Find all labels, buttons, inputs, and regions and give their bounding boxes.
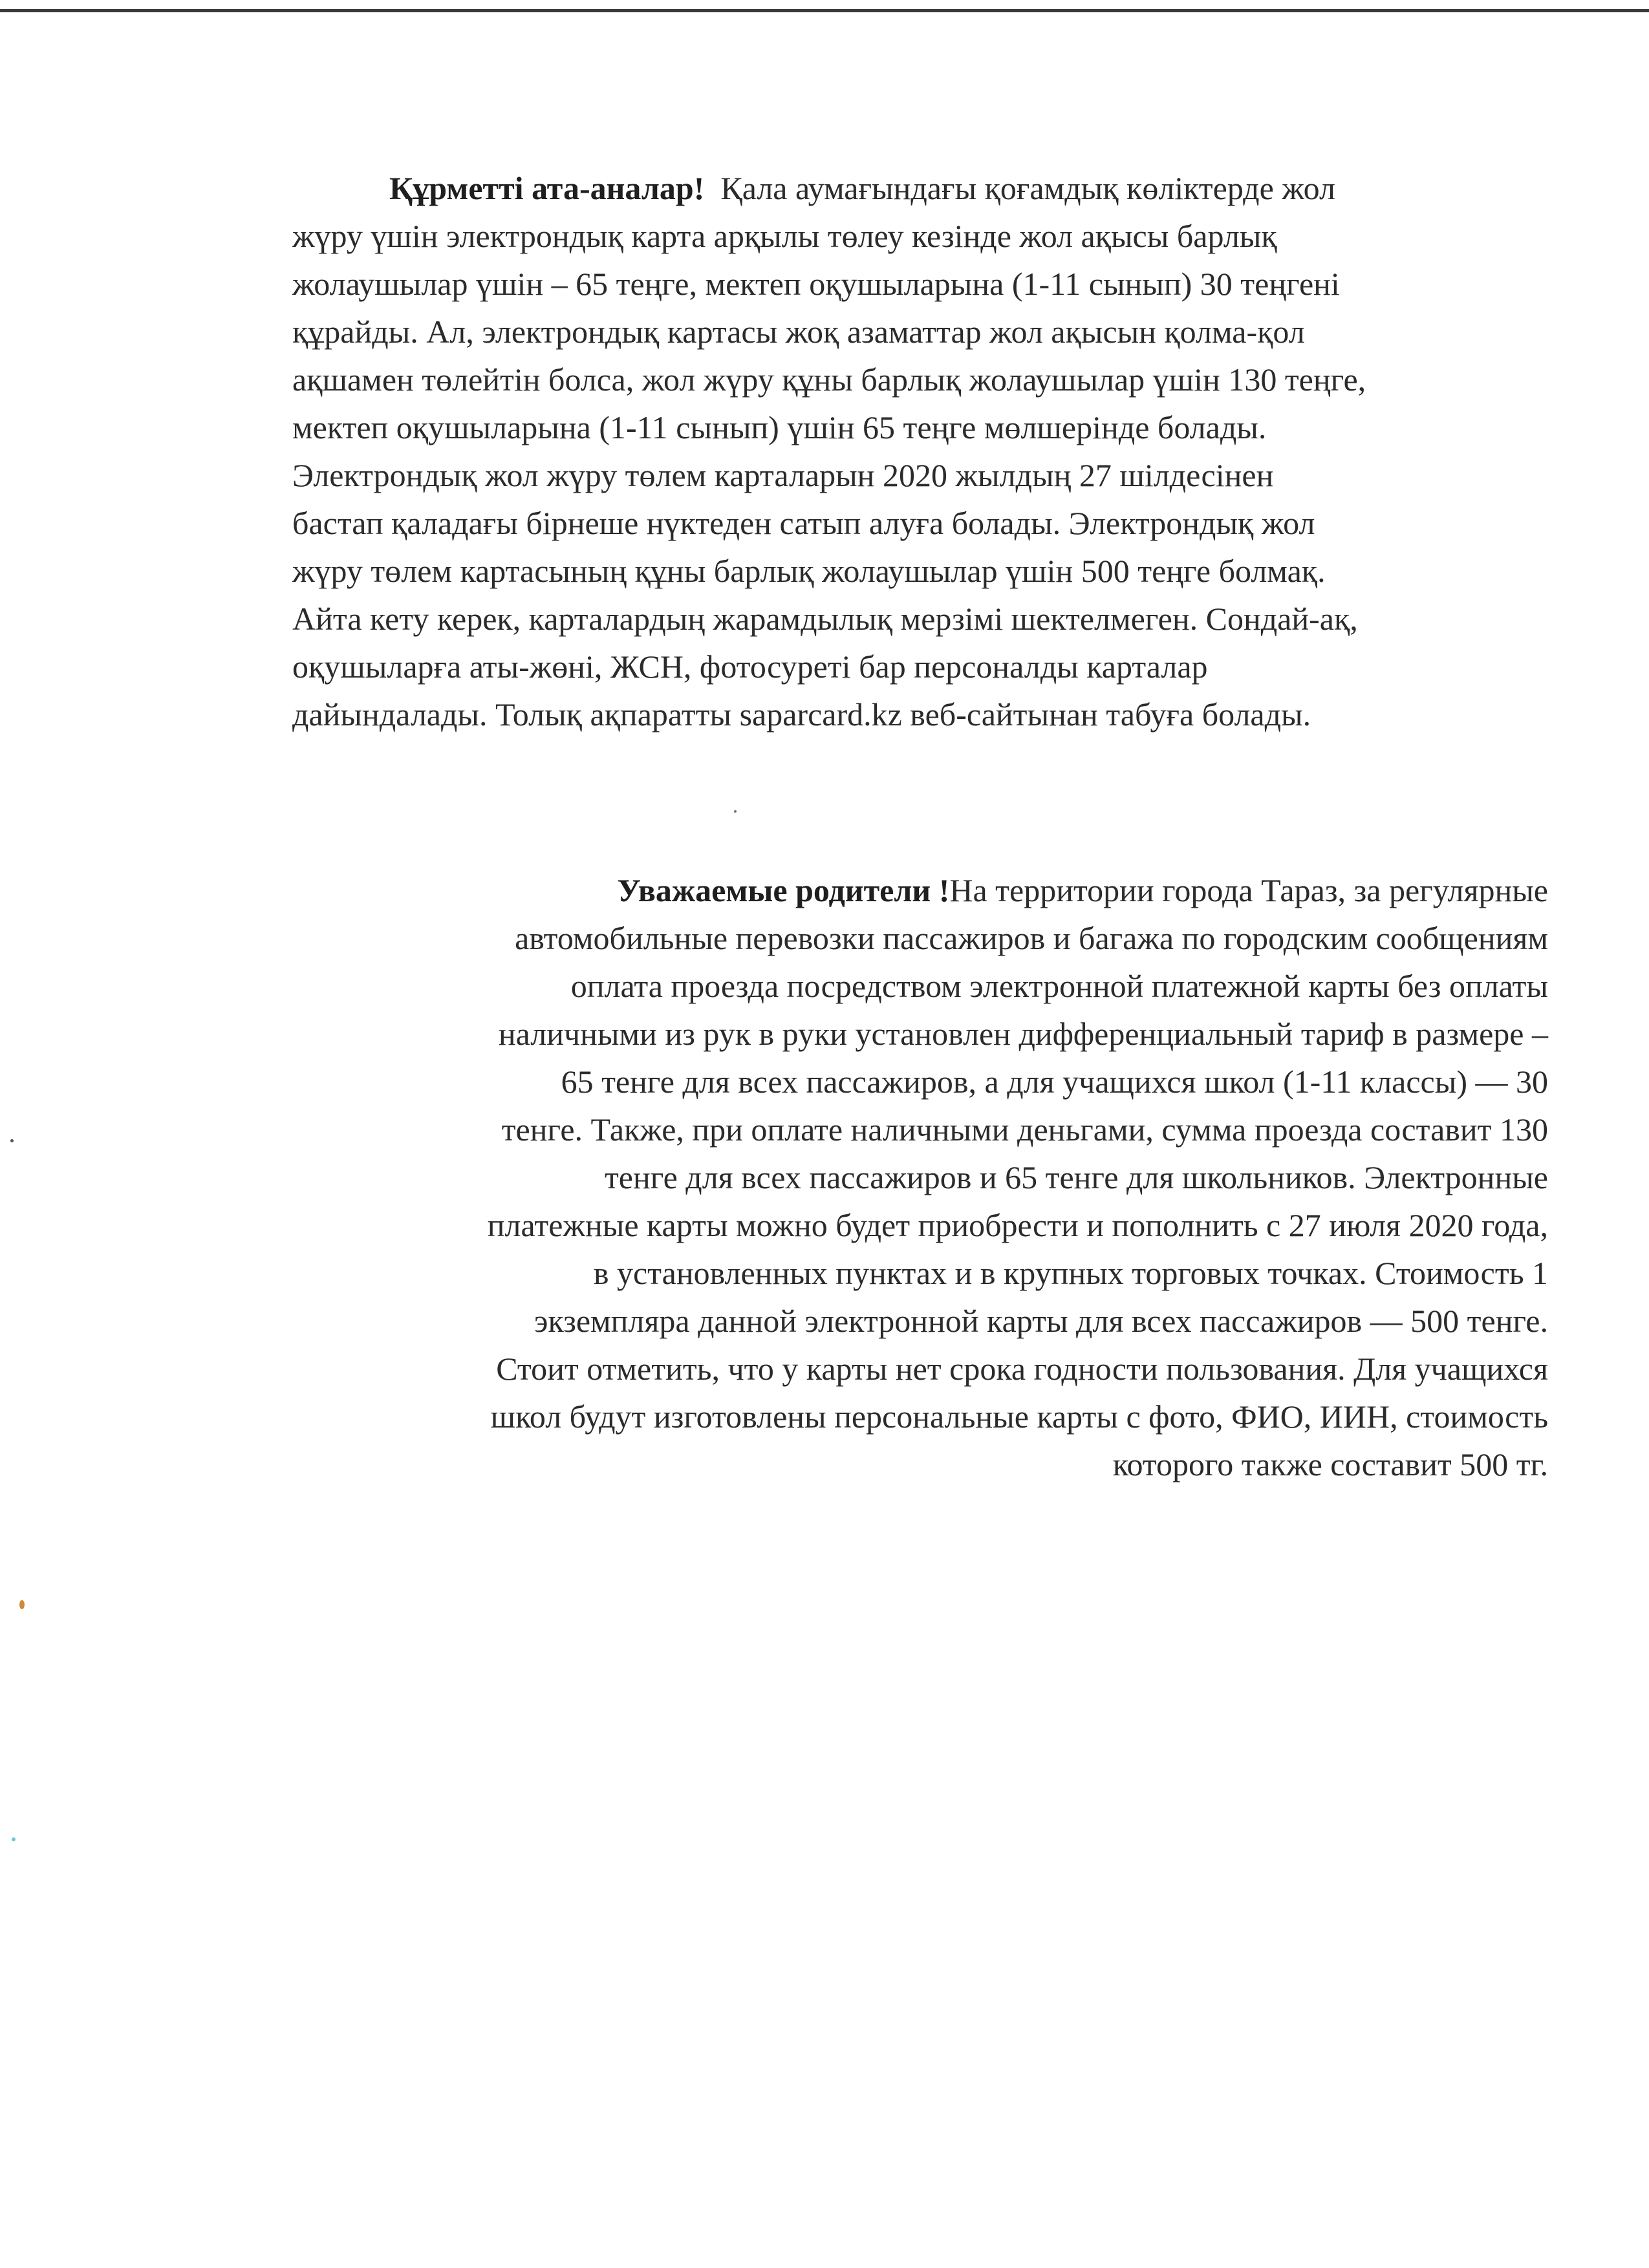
scan-speck [12,1837,16,1841]
kazakh-notice-line: Құрметті ата-аналар! Қала аумағындағы қоғамдық көліктерде жол [389,170,1335,206]
scan-top-edge-line [0,9,1649,12]
kazakh-notice-line: ақшамен төлейтін болса, жол жүру құны барлық жолаушылар үшін 130 теңге, [292,361,1366,398]
kazakh-notice-line: Электрондық жол жүру төлем карталарын 2020 жылдың 27 шілдесінен [292,457,1274,493]
russian-notice-line: школ будут изготовлены персональные карты с фото, ФИО, ИИН, стоимость [490,1398,1548,1435]
kazakh-notice-paragraph [292,164,1553,738]
russian-notice-line: наличными из рук в руки установлен дифференциальный тариф в размере – [498,1016,1548,1052]
kazakh-notice-heading: Құрметті ата-аналар! [389,170,705,206]
scan-speck [19,1600,25,1609]
kazakh-notice-line: жүру төлем картасының құны барлық жолаушылар үшін 500 теңге болмақ. [292,553,1326,589]
russian-notice-line: экземпляра данной электронной карты для всех пассажиров — 500 тенге. [534,1303,1548,1339]
russian-notice-line: Уважаемые родители !На территории города Тараз, за регулярные [617,872,1548,908]
russian-notice-line: тенге для всех пассажиров и 65 тенге для школьников. Электронные [604,1159,1548,1195]
kazakh-notice-line: жүру үшін электрондық карта арқылы төлеу кезінде жол ақысы барлық [292,218,1277,254]
kazakh-notice-line: жолаушылар үшін – 65 теңге, мектеп оқушыларына (1-11 сынып) 30 теңгені [292,266,1340,302]
russian-notice-line: платежные карты можно будет приобрести и пополнить с 27 июля 2020 года, [487,1207,1548,1243]
kazakh-notice-line: бастап қаладағы бірнеше нүктеден сатып алуға болады. Электрондық жол [292,505,1315,541]
kazakh-notice-line: оқушыларға аты-жөні, ЖСН, фотосуреті бар персоналды карталар [292,648,1208,685]
kazakh-notice-line: Айта кету керек, карталардың жарамдылық мерзімі шектелмеген. Сондай-ақ, [292,601,1358,637]
russian-notice-line: автомобильные перевозки пассажиров и багажа по городским сообщениям [515,920,1548,956]
russian-notice-heading: Уважаемые родители ! [617,872,950,908]
kazakh-notice-line: құрайды. Ал, электрондық картасы жоқ азаматтар жол ақысын қолма-қол [292,314,1305,350]
russian-notice-line: в установленных пунктах и в крупных торговых точках. Стоимость 1 [593,1255,1548,1291]
russian-notice-line: которого также составит 500 тг. [1112,1446,1548,1482]
russian-notice-line: тенге. Также, при оплате наличными деньгами, сумма проезда составит 130 [501,1111,1548,1148]
russian-notice-paragraph [246,866,1548,1488]
russian-notice-line: 65 тенге для всех пассажиров, а для учащихся школ (1-11 классы) — 30 [561,1064,1548,1100]
kazakh-notice-line: мектеп оқушыларына (1-11 сынып) үшін 65 теңге мөлшерінде болады. [292,409,1267,445]
scan-speck [734,810,737,813]
scan-speck [10,1139,14,1142]
russian-notice-line: Стоит отметить, что у карты нет срока годности пользования. Для учащихся [496,1351,1548,1387]
russian-notice-line: оплата проезда посредством электронной платежной карты без оплаты [570,968,1548,1004]
kazakh-notice-line: дайындалады. Толық ақпаратты saparcard.kz веб-сайтынан табуға болады. [292,696,1311,733]
